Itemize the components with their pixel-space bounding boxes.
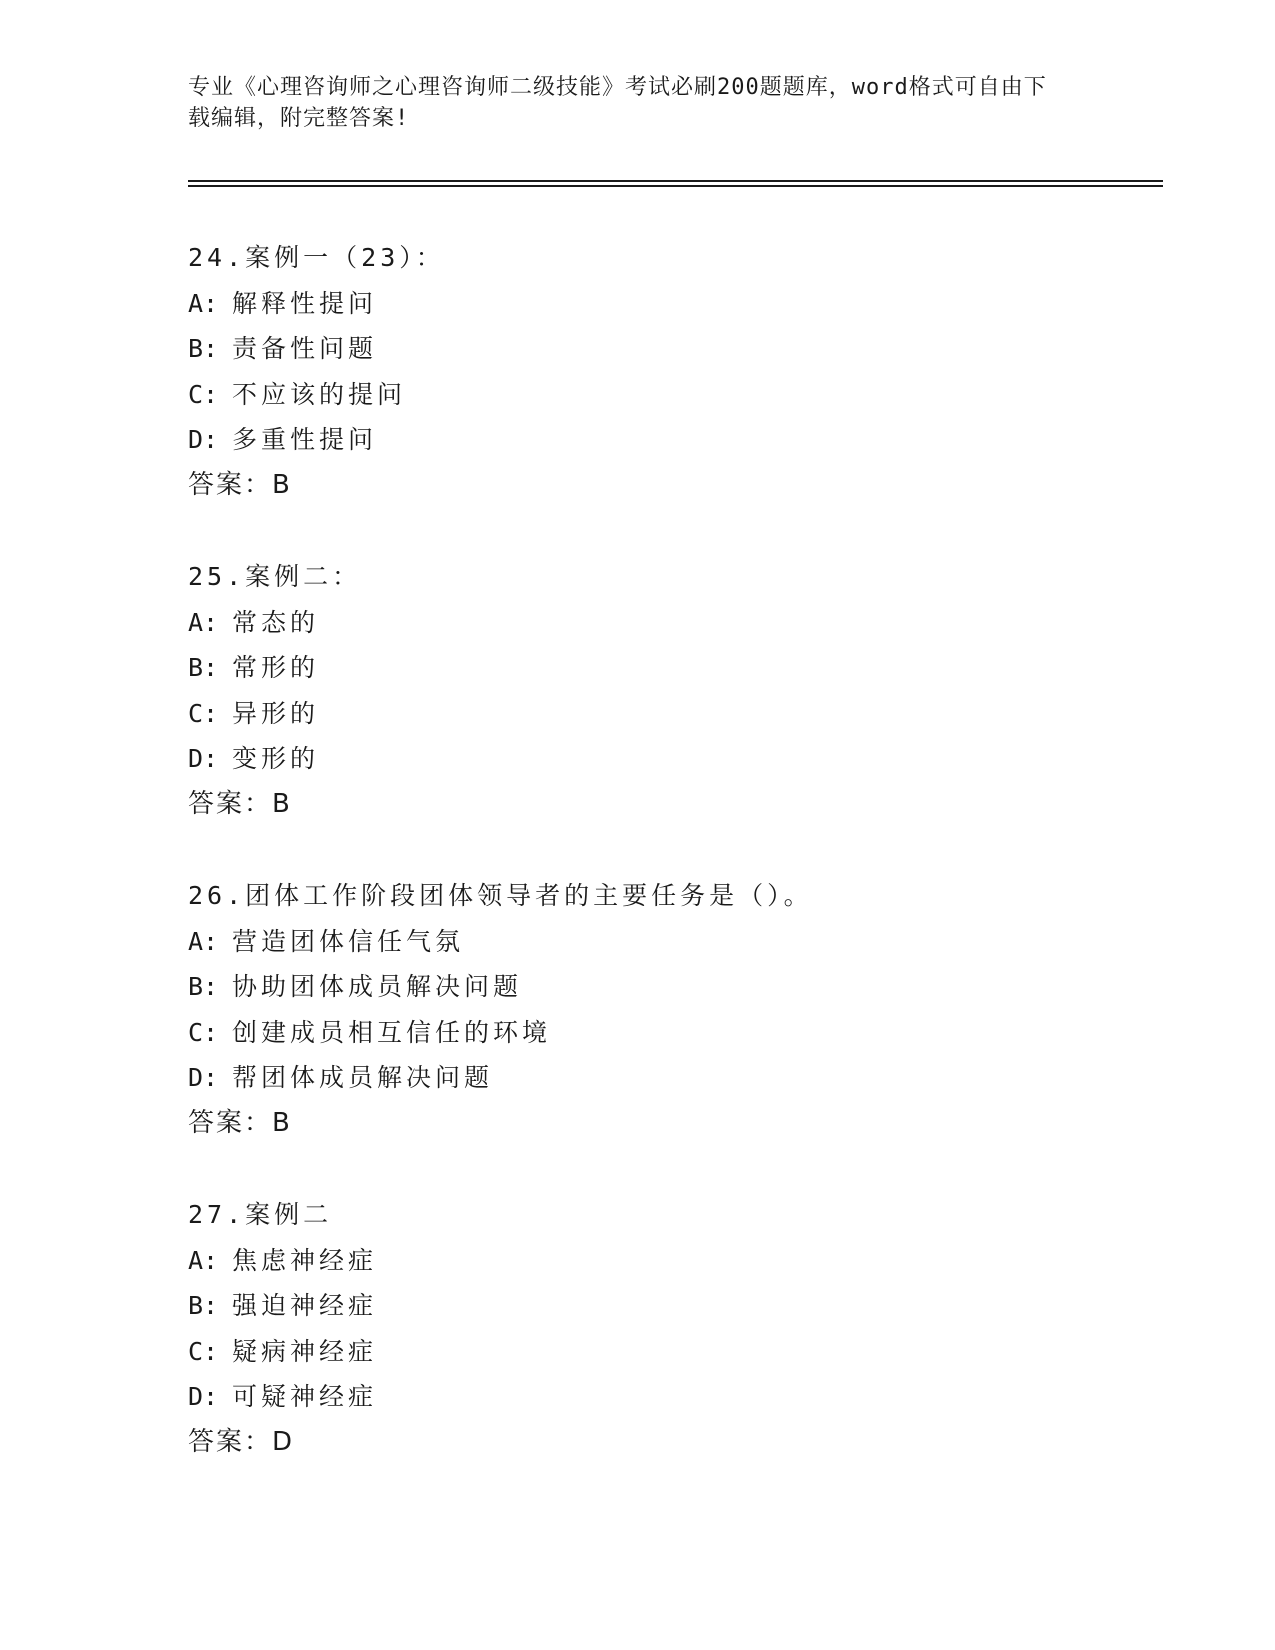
option-c bbox=[188, 372, 1168, 418]
answer-line: 答案：B bbox=[188, 788, 292, 819]
option-text: 多重性提问 bbox=[232, 425, 378, 454]
option-letter: B: bbox=[188, 653, 219, 682]
option-d bbox=[188, 736, 1168, 782]
option-text: 强迫神经症 bbox=[232, 1291, 378, 1320]
option-d bbox=[188, 417, 1168, 463]
option-letter: C: bbox=[188, 698, 219, 728]
option-text: 不应该的提问 bbox=[232, 379, 407, 409]
question-25 bbox=[188, 554, 1168, 827]
option-text: 变形的 bbox=[232, 744, 320, 773]
option-letter: D: bbox=[188, 1063, 219, 1092]
option-text: 常态的 bbox=[232, 607, 320, 637]
option-letter: D: bbox=[188, 1382, 219, 1411]
answer-line: 答案：D bbox=[188, 1426, 295, 1457]
option-text: 焦虑神经症 bbox=[232, 1245, 378, 1275]
option-letter: B: bbox=[188, 972, 219, 1001]
option-letter: A: bbox=[188, 1245, 219, 1275]
option-text: 常形的 bbox=[232, 653, 320, 682]
answer-line: 答案：B bbox=[188, 469, 292, 500]
option-letter: C: bbox=[188, 379, 219, 409]
option-text: 责备性问题 bbox=[232, 334, 378, 363]
option-b bbox=[188, 964, 1168, 1010]
question-stem: 24.案例一（23）： bbox=[188, 243, 445, 272]
question-list bbox=[188, 235, 1168, 1511]
question-stem: 26.团体工作阶段团体领导者的主要任务是（）。 bbox=[188, 881, 813, 910]
answer-line: 答案：B bbox=[188, 1107, 292, 1138]
option-text: 创建成员相互信任的环境 bbox=[232, 1017, 552, 1047]
option-text: 协助团体成员解决问题 bbox=[232, 972, 523, 1001]
option-letter: C: bbox=[188, 1017, 219, 1047]
option-text: 疑病神经症 bbox=[232, 1336, 378, 1366]
question-24 bbox=[188, 235, 1168, 508]
option-a bbox=[188, 1238, 1168, 1284]
option-letter: A: bbox=[188, 288, 219, 318]
option-d bbox=[188, 1055, 1168, 1101]
option-c bbox=[188, 1329, 1168, 1375]
option-b bbox=[188, 1283, 1168, 1329]
document-header: 专业《心理咨询师之心理咨询师二级技能》考试必刷200题题库，word格式可自由下载编辑，附完整答案! bbox=[188, 75, 1047, 131]
question-27 bbox=[188, 1192, 1168, 1465]
option-text: 可疑神经症 bbox=[232, 1382, 378, 1411]
option-a bbox=[188, 919, 1168, 965]
option-c bbox=[188, 691, 1168, 737]
option-c bbox=[188, 1010, 1168, 1056]
option-a bbox=[188, 281, 1168, 327]
option-letter: D: bbox=[188, 744, 219, 773]
option-letter: A: bbox=[188, 926, 219, 956]
option-b bbox=[188, 326, 1168, 372]
option-letter: D: bbox=[188, 425, 219, 454]
option-text: 帮团体成员解决问题 bbox=[232, 1063, 494, 1092]
option-text: 解释性提问 bbox=[232, 288, 378, 318]
option-b bbox=[188, 645, 1168, 691]
header-divider-bottom bbox=[188, 185, 1163, 187]
option-text: 营造团体信任气氛 bbox=[232, 926, 465, 956]
header-divider-top bbox=[188, 180, 1163, 182]
question-26 bbox=[188, 873, 1168, 1146]
option-letter: C: bbox=[188, 1336, 219, 1366]
question-stem: 27.案例二 bbox=[188, 1200, 333, 1229]
option-letter: A: bbox=[188, 607, 219, 637]
option-text: 异形的 bbox=[232, 698, 320, 728]
option-letter: B: bbox=[188, 334, 219, 363]
option-a bbox=[188, 600, 1168, 646]
option-d bbox=[188, 1374, 1168, 1420]
question-stem: 25.案例二： bbox=[188, 562, 362, 591]
option-letter: B: bbox=[188, 1291, 219, 1320]
